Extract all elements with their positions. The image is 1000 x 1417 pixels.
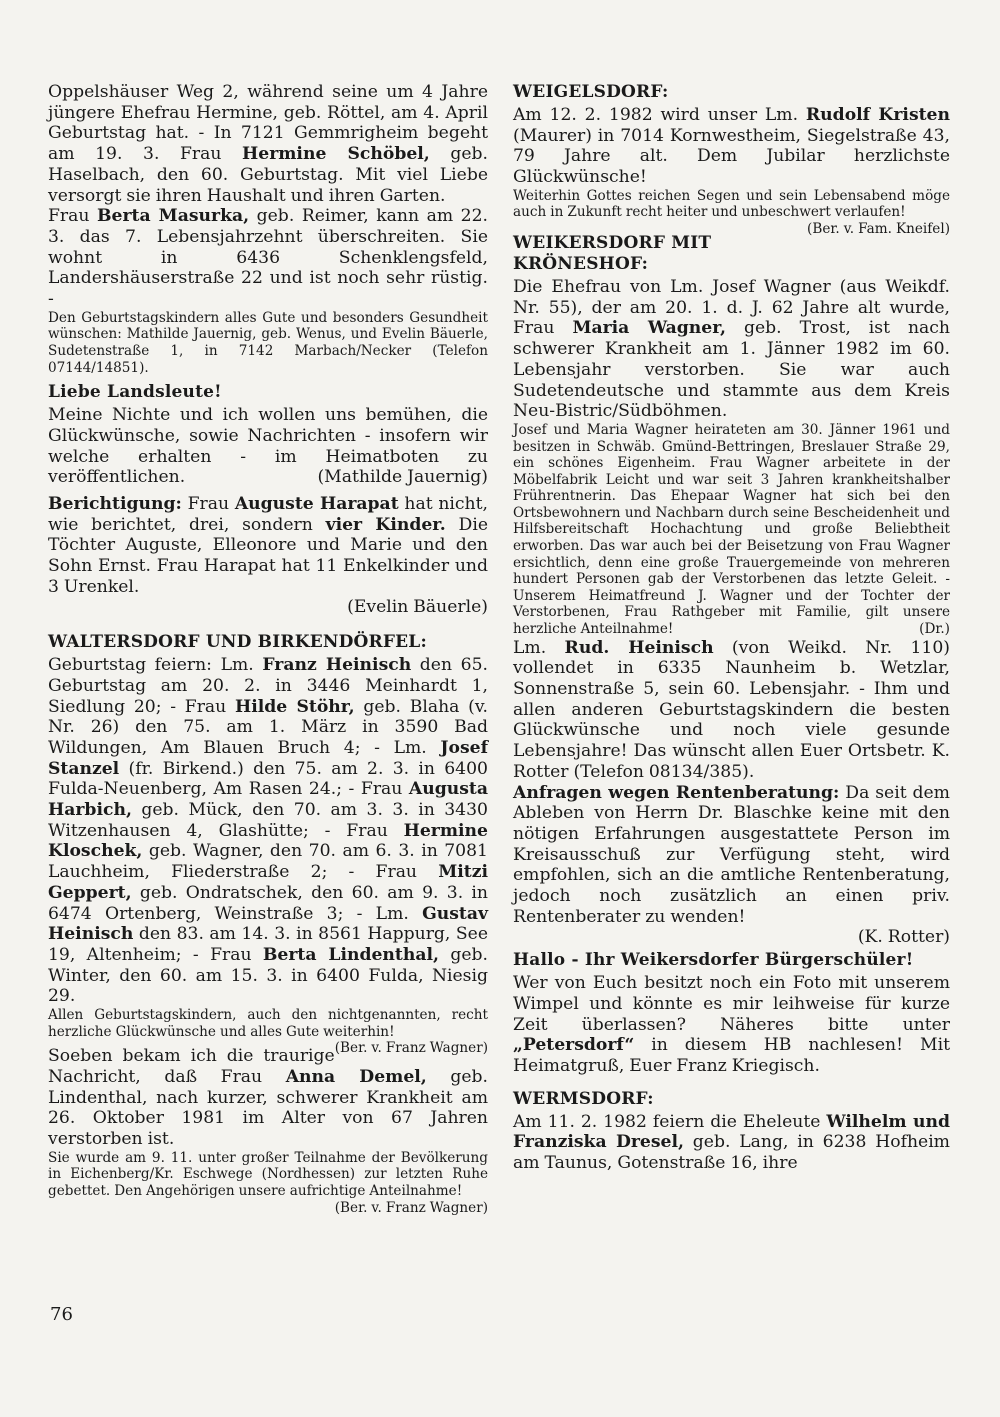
small-note-kneifel: Weiterhin Gottes reichen Segen und sein Lebensabend möge auch in Zukunft recht heiter und unbeschwert verlaufen! (Ber. v. Fam. Kneifel) (513, 187, 950, 237)
right-column (513, 82, 950, 1174)
signature: (Mathilde Jauernig) (317, 467, 488, 488)
signature: (Ber. v. Franz Wagner) (334, 1199, 488, 1216)
paragraph-waltersdorf-birthdays: Geburtstag feiern: Lm. Franz Heinisch den 65. Geburtstag am 20. 2. in 3446 Meinhardt 1, Siedlung 20; - Frau Hilde Stöhr, geb. Blaha (v. Nr. 26) den 75. am 1. März in 3590 Bad Wildungen, Am Blauen Bruch 4; - Lm. Josef Stanzel (fr. Birkend.) den 75. am 2. 3. in 6400 Fulda-Neuenberg, Am Rasen 24.; - Frau Augusta Harbich, geb. Mück, den 70. am 3. 3. in 3430 Witzenhausen 4, Glashütte; - Frau Hermine Kloschek, geb. Wagner, den 70. am 6. 3. in 7081 Lauchheim, Fliederstraße 2; - Frau Mitzi Geppert, geb. Ondratschek, den 60. am 9. 3. in 6474 Ortenberg, Weinstraße 3; - Lm. Gustav Heinisch den 83. am 14. 3. in 8561 Happurg, See 19, Altenheim; - Frau Berta Lindenthal, geb. Winter, den 60. am 15. 3. in 6400 Fulda, Niesig 29. (48, 655, 489, 1007)
name-bold: Berta Masurka, (97, 206, 250, 227)
heading-wermsdorf: WERMSDORF: (513, 1088, 654, 1109)
paragraph-demel: Soeben bekam ich die traurige Nachricht, daß Frau Anna Demel, geb. Lindenthal, nach kurzer, schwerer Krankheit am 26. Oktober 1981 im Alter von 67 Jahren verstorben ist. (48, 1046, 488, 1150)
small-note-allen: Allen Geburtstagskindern, auch den nichtgenannten, recht herzliche Glückwünsche und alles Gute weiterhin! (Ber. v. Franz Wagner) (48, 1007, 488, 1057)
small-note-jauernig: Den Geburtstagskindern alles Gute und besonders Gesundheit wünschen: Mathilde Jauernig, geb. Wenus, und Evelin Bäuerle, Sudetenstraße 1, in 7142 Marbach/Necker (Telefon 07144/14851). (48, 309, 488, 376)
paragraph-rud-heinisch: Lm. Rud. Heinisch (von Weikd. Nr. 110) vollendet in 6335 Naunheim b. Wetzlar, Sonnenstraße 5, sein 60. Lebensjahr. - Ihm und allen anderen Geburtstagskindern die besten Glückwünsche und noch viele gesunde Lebensjahre! Das wünscht allen Euer Ortsbetr. K. Rotter (Telefon 08134/385). (513, 637, 951, 782)
heading-weigelsdorf: WEIGELSDORF: (513, 82, 669, 102)
left-column (48, 82, 488, 1216)
small-note-demel: Sie wurde am 9. 11. unter großer Teilnahme der Bevölkerung in Eichenberg/Kr. Eschwege (Nordhessen) zur letzten Ruhe gebettet. Den Angehörigen unsere aufrichtige Anteilnahme! (48, 1149, 488, 1199)
paragraph-rentenberatung: Anfragen wegen Rentenberatung: Da seit dem Ableben von Herrn Dr. Blaschke keine mit den nötigen Erfahrungen ausgestattete Person im Kreisausschuß zur Verfügung steht, wird empfohlen, sich an die amtliche Rentenberatung, jedoch noch zusätzlich an einen priv. Rentenberater zu wenden! (513, 782, 950, 927)
paragraph-berichtigung: Berichtigung: Frau Auguste Harapat hat nicht, wie berichtet, drei, sondern vier Kinder. Die Töchter Auguste, Elleonore und Marie und den Sohn Ernst. Frau Harapat hat 11 Enkelkinder und 3 Urenkel. (48, 493, 488, 597)
small-note-wagner: Josef und Maria Wagner heirateten am 30. Jänner 1961 und besitzen in Schwäb. Gmünd-Bettringen, Breslauer Straße 29, ein schönes Eigenheim. Frau Wagner arbeitete in der Möbelfabrik Leicht und war seit 3 Jahren krankheitshalber Frührentnerin. Das Ehepaar Wagner hat sich bei den Ortsbewohnern und Nachbarn durch seine Bescheidenheit und Hilfsbereitschaft Hochachtung und große Beliebtheit erworben. Das war auch bei der Beisetzung von Frau Wagner ersichtlich, denn eine große Trauergemeinde von mehreren hundert Personen gab der Verstorbenen das letzte Geleit. - Unserem Heimatfreund J. Wagner und der Tochter der Verstorbenen, Frau Rathgeber mit Familie, gilt unsere herzliche Anteilnahme! (Dr.) (513, 421, 950, 638)
paragraph-hallo: Wer von Euch besitzt noch ein Foto mit unserem Wimpel und könnte es mir leihweise für kurze Zeit überlassen? Näheres bitte unter „Petersdorf“ in diesem HB nachlesen! Mit Heimatgruß, Euer Franz Kriegisch. (513, 973, 950, 1076)
heading-waltersdorf: WALTERSDORF UND BIRKENDÖRFEL: (48, 632, 427, 653)
signature: (K. Rotter) (857, 927, 950, 948)
paragraph-dresel: Am 11. 2. 1982 feiern die Eheleute Wilhelm und Franziska Dresel, geb. Lang, in 6238 Hofheim am Taunus, Gotenstraße 16, ihre (513, 1111, 950, 1174)
name-bold: Hermine Schöbel, (242, 144, 430, 165)
paragraph-kristen: Am 12. 2. 1982 wird unser Lm. Rudolf Kristen (Maurer) in 7014 Kornwestheim, Siegelstraße 43, 79 Jahre alt. Dem Jubilar herzlichste Glückwünsche! (513, 105, 950, 188)
paragraph-nichte: Meine Nichte und ich wollen uns bemühen, die Glückwünsche, sowie Nachrichten - insofern wir welche erhalten - im Heimatboten zu veröffentlichen. (Mathilde Jauernig) (48, 405, 488, 488)
paragraph-oppelshaeuser: Oppelshäuser Weg 2, während seine um 4 Jahre jüngere Ehefrau Hermine, geb. Röttel, am 4. April Geburtstag hat. - In 7121 Gemmrigheim begeht am 19. 3. Frau Hermine Schöbel, geb. Haselbach, den 60. Geburtstag. Mit viel Liebe versorgt sie ihren Haushalt und ihren Garten. (48, 82, 489, 206)
signature: (Evelin Bäuerle) (347, 597, 488, 618)
heading-weikersdorf: WEIKERSDORF MIT KRÖNESHOF: (513, 233, 712, 274)
heading-liebe-landsleute: Liebe Landsleute! (48, 382, 222, 403)
paragraph-masurka: Frau Berta Masurka, geb. Reimer, kann am 22. 3. das 7. Lebensjahrzehnt überschreiten. Sie wohnt in 6436 Schenklengsfeld, Landershäuserstraße 22 und ist noch sehr rüstig. - (48, 206, 489, 310)
page-number: 76 (50, 1304, 73, 1325)
heading-hallo: Hallo - Ihr Weikersdorfer Bürgerschüler! (513, 950, 914, 971)
paragraph-maria-wagner: Die Ehefrau von Lm. Josef Wagner (aus Weikdf. Nr. 55), der am 20. 1. d. J. 62 Jahre alt wurde, Frau Maria Wagner, geb. Trost, ist nach schwerer Krankheit am 1. Jänner 1982 im 60. Lebensjahr verstorben. Sie war auch Sudetendeutsche und stammte aus dem Kreis Neu-Bistric/Südböhmen. (513, 277, 950, 422)
